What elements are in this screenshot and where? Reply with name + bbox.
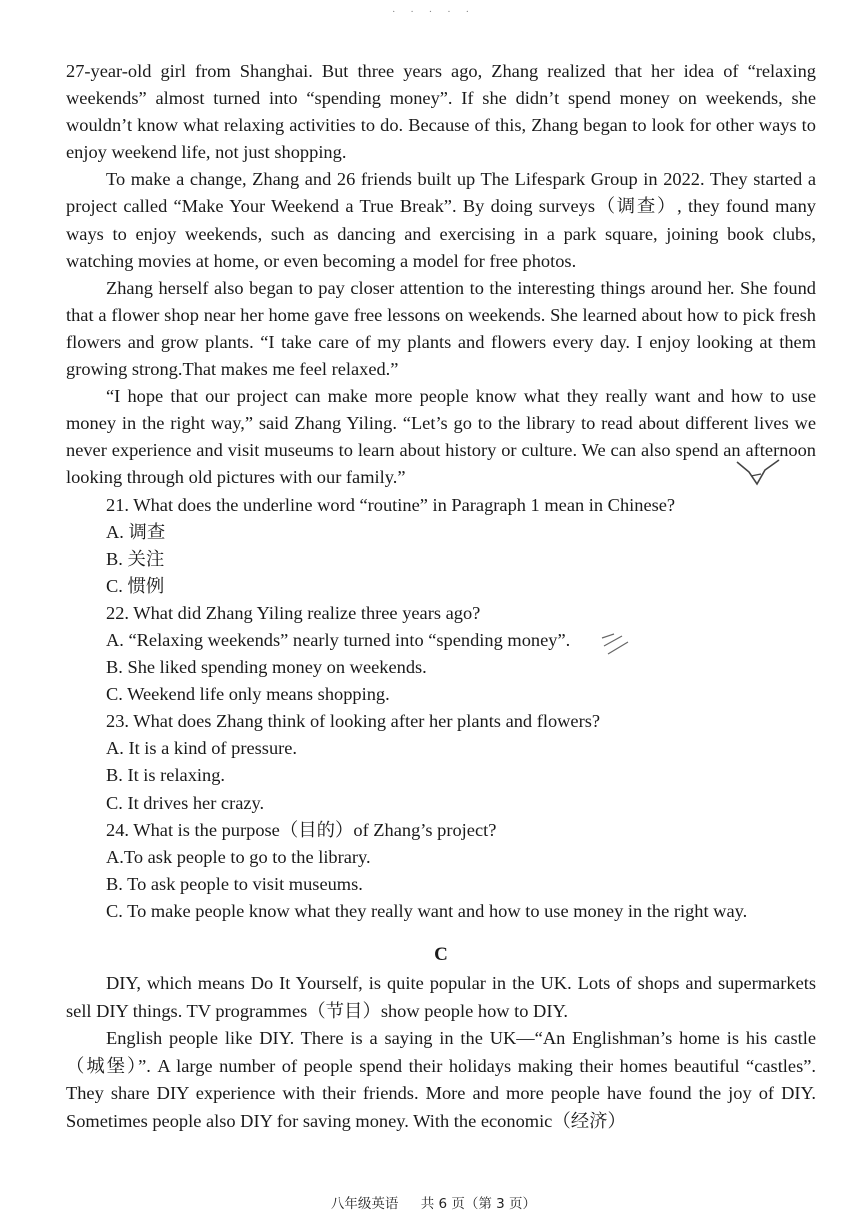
passage-c-paragraph-1: DIY, which means Do It Yourself, is quite popular in the UK. Lots of shops and supermarkets sell DIY things. TV programmes（节目）show people how to DIY. — [66, 973, 816, 1021]
footer-page-count: 共 6 页（第 3 页） — [420, 1196, 537, 1212]
page-body — [66, 58, 816, 1136]
option-c: C. To make people know what they really want and how to use money in the right way. — [106, 900, 748, 921]
option-c: C. 惯例 — [106, 575, 165, 596]
passage-b-paragraph-2: To make a change, Zhang and 26 friends built up The Lifespark Group in 2022. They started a project called “Make Your Weekend a True Break”. By doing surveys（调查）, they found many ways to enjoy weekends, such as dancing and exercising in a park square, joining book clubs, watching movies at home, or even becoming a model for free photos. — [66, 169, 816, 271]
option-b: B. 关注 — [106, 548, 165, 569]
option-c: C. It drives her crazy. — [106, 792, 265, 813]
question-24 — [66, 817, 816, 925]
question-22 — [66, 600, 816, 708]
passage-b-paragraph-3: Zhang herself also began to pay closer attention to the interesting things around her. She found that a flower shop near her home gave free lessons on weekends. She learned about how to pick fresh flowers and grow plants. “I take care of my plants and flowers every day. I enjoy looking at them growing strong.That makes me feel relaxed.” — [66, 277, 816, 380]
question-stem: 22. What did Zhang Yiling realize three years ago? — [106, 602, 481, 623]
option-b: B. To ask people to visit museums. — [106, 873, 363, 894]
header-marks: · · · · · — [391, 6, 476, 18]
option-a: A. It is a kind of pressure. — [106, 738, 298, 759]
option-b: B. She liked spending money on weekends. — [106, 657, 427, 678]
footer-grade: 八年级英语 — [330, 1196, 399, 1212]
option-c: C. Weekend life only means shopping. — [106, 684, 390, 705]
pen-mark-icon — [735, 458, 783, 490]
option-a: A. “Relaxing weekends” nearly turned into “spending money”. — [106, 629, 571, 650]
question-stem: 24. What is the purpose（目的）of Zhang’s project? — [106, 819, 497, 840]
passage-b-paragraph-4: “I hope that our project can make more people know what they really want and how to use money in the right way,” said Zhang Yiling. “Let’s go to the library to read about different lives we never experience and visit museums to learn about history or culture. We can also spend an afternoon looking through old pictures with our family.” — [66, 386, 816, 488]
passage-b — [66, 58, 816, 492]
passage-c-paragraph-2: English people like DIY. There is a saying in the UK—“An Englishman’s home is his castle（城堡）”. A large number of people spend their holidays making their homes beautiful “castles”. They share DIY experience with their friends. More and more people have found the joy of DIY. Sometimes people also DIY for saving money. With the economic（经济） — [66, 1028, 816, 1132]
question-23 — [66, 708, 816, 816]
option-a: A. 调查 — [106, 521, 166, 542]
passage-b-paragraph-1: 27-year-old girl from Shanghai. But three years ago, Zhang realized that her idea of “relaxing weekends” almost turned into “spending money”. If she didn’t spend money on weekends, she wouldn’t know what relaxing activities to do. Because of this, Zhang began to look for other ways to enjoy weekend life, not just shopping. — [66, 61, 816, 163]
question-stem: 23. What does Zhang think of looking after her plants and flowers? — [106, 711, 601, 732]
question-list — [66, 492, 816, 926]
pen-mark-icon — [598, 628, 632, 662]
option-b: B. It is relaxing. — [106, 765, 226, 786]
page-footer — [0, 1192, 867, 1212]
question-21 — [66, 492, 816, 600]
section-c-title: C — [434, 944, 448, 965]
question-stem: 21. What does the underline word “routine” in Paragraph 1 mean in Chinese? — [106, 494, 676, 515]
passage-c — [66, 941, 816, 1136]
option-a: A.To ask people to go to the library. — [106, 846, 371, 867]
